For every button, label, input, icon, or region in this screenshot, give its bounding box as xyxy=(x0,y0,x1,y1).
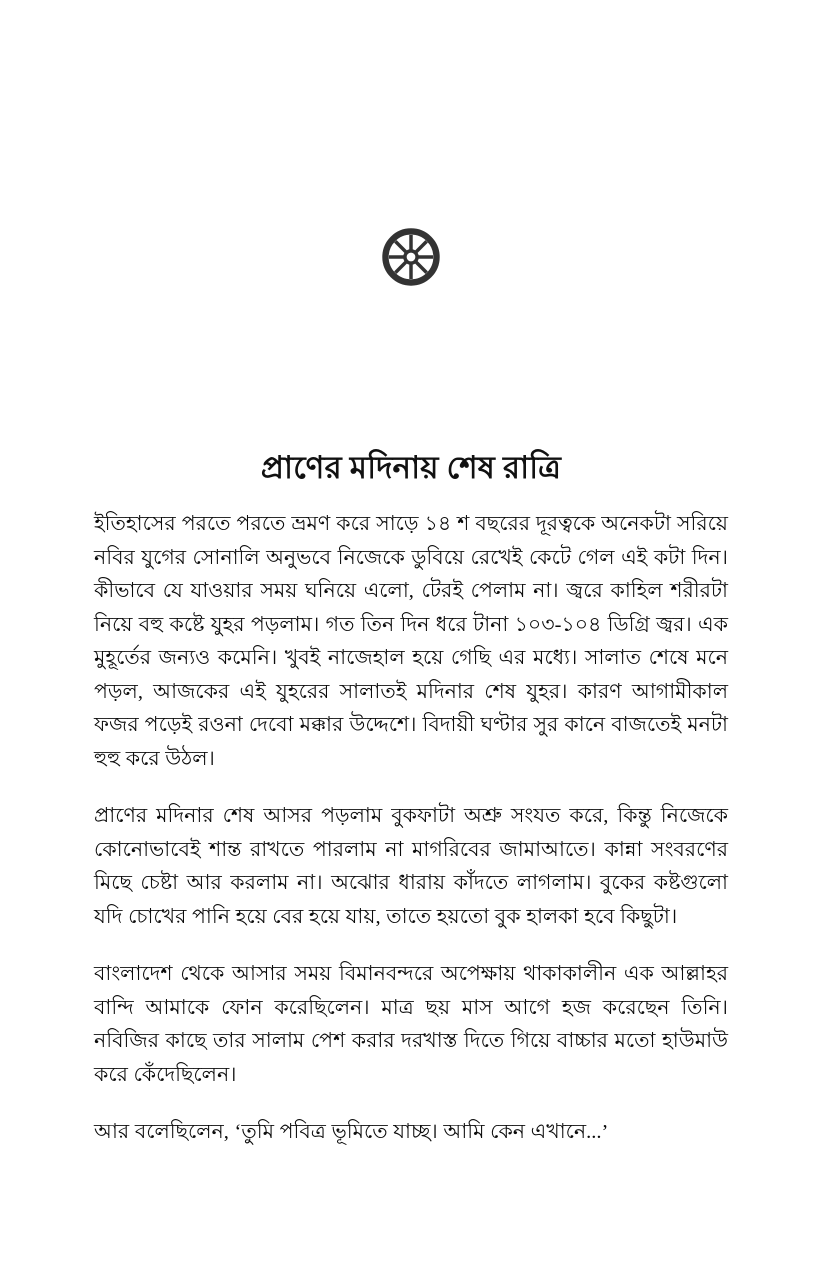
wheel-rosette-ornament xyxy=(382,228,440,286)
paragraph: প্রাণের মদিনার শেষ আসর পড়লাম বুকফাটা অশ্রু সংযত করে, কিন্তু নিজেকে কোনোভাবেই শান্ত রাখতে পারলাম না মাগরিবের জামাআতে। কান্না সংবরণের মিছে চেষ্টা আর করলাম না। অঝোর ধারায় কাঁদতে লাগলাম। বুকের কষ্টগুলো যদি চোখের পানি হয়ে বের হয়ে যায়, তাতে হয়তো বুক হালকা হবে কিছুটা। xyxy=(94,805,728,928)
paragraph: ইতিহাসের পরতে পরতে ভ্রমণ করে সাড়ে ১৪ শ বছরের দূরত্বকে অনেকটা সরিয়ে নবির যুগের সোনালি অনুভবে নিজেকে ডুবিয়ে রেখেই কেটে গেল এই কটা দিন। কীভাবে যে যাওয়ার সময় ঘনিয়ে এলো, টেরই পেলাম না। জ্বরে কাহিল শরীরটা নিয়ে বহু কষ্টে যুহর পড়লাম। গত তিন দিন ধরে টানা ১০৩-১০৪ ডিগ্রি জ্বর। এক মুহূর্তের জন্যও কমেনি। খুবই নাজেহাল হয়ে গেছি এর মধ্যে। সালাত শেষে মনে পড়ল, আজকের এই যুহরের সালাতই মদিনার শেষ যুহর। কারণ আগামীকাল ফজর পড়েই রওনা দেবো মক্কার উদ্দেশে। বিদায়ী ঘণ্টার সুর কানে বাজতেই মনটা হুহু করে উঠল। xyxy=(94,513,728,770)
body-text xyxy=(94,508,728,1150)
paragraph: বাংলাদেশ থেকে আসার সময় বিমানবন্দরে অপেক্ষায় থাকাকালীন এক আল্লাহর বান্দি আমাকে ফোন করেছিলেন। মাত্র ছয় মাস আগে হজ করেছেন তিনি। নবিজির কাছে তার সালাম পেশ করার দরখাস্ত দিতে গিয়ে বাচ্চার মতো হাউমাউ করে কেঁদেছিলেন। xyxy=(94,963,728,1086)
chapter-title: প্রাণের মদিনায় শেষ রাত্রি xyxy=(260,449,562,485)
paragraph: আর বলেছিলেন, ‘তুমি পবিত্র ভূমিতে যাচ্ছ। আমি কেন এখানে...’ xyxy=(94,1121,609,1143)
chapter-ornament xyxy=(0,228,822,286)
